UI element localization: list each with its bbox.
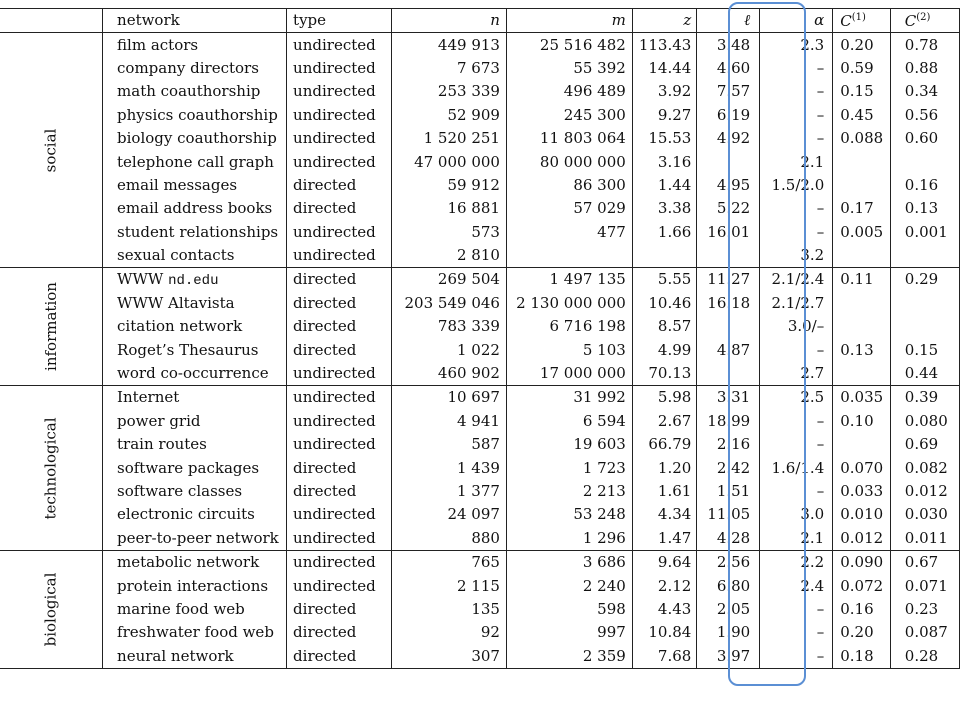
cell-l: 1.51 xyxy=(697,480,760,503)
cell-alpha: – xyxy=(760,197,833,220)
cell-network: metabolic network xyxy=(103,550,287,574)
cell-l: 16.18 xyxy=(697,292,760,315)
table-row xyxy=(0,645,960,669)
table-row xyxy=(0,292,960,315)
cell-c1: 0.070 xyxy=(833,456,891,479)
cell-alpha: 1.6/1.4 xyxy=(760,456,833,479)
cell-type: undirected xyxy=(287,574,392,597)
category-label: social xyxy=(41,128,60,173)
cell-z: 9.64 xyxy=(632,550,697,574)
cell-c2: 0.23 xyxy=(890,598,959,621)
cell-m: 3 686 xyxy=(506,550,632,574)
cell-network: neural network xyxy=(103,645,287,669)
col-header-n: n xyxy=(391,9,506,33)
cell-type: undirected xyxy=(287,386,392,410)
cell-c1 xyxy=(833,244,891,268)
cell-l: 2.56 xyxy=(697,550,760,574)
cell-n: 1 377 xyxy=(391,480,506,503)
cell-l: 6.80 xyxy=(697,574,760,597)
col-header-c2 xyxy=(890,9,959,33)
cell-c2: 0.13 xyxy=(890,197,959,220)
cell-m: 86 300 xyxy=(506,174,632,197)
cell-network: peer-to-peer network xyxy=(103,527,287,551)
cell-c1: 0.012 xyxy=(833,527,891,551)
cell-alpha: – xyxy=(760,80,833,103)
cell-c1: 0.072 xyxy=(833,574,891,597)
cell-type: undirected xyxy=(287,433,392,456)
col-header-l: ℓ xyxy=(697,9,760,33)
cell-l: 2.05 xyxy=(697,598,760,621)
cell-type: directed xyxy=(287,174,392,197)
cell-network: electronic circuits xyxy=(103,503,287,526)
cell-type: undirected xyxy=(287,244,392,268)
cell-c2: 0.39 xyxy=(890,386,959,410)
cell-z: 113.43 xyxy=(632,33,697,57)
table-row xyxy=(0,315,960,338)
cell-c2: 0.60 xyxy=(890,127,959,150)
table-row xyxy=(0,268,960,292)
cell-n: 880 xyxy=(391,527,506,551)
cell-alpha: 2.1/2.7 xyxy=(760,292,833,315)
cell-type: directed xyxy=(287,598,392,621)
cell-alpha: 2.4 xyxy=(760,574,833,597)
cell-z: 1.20 xyxy=(632,456,697,479)
table-row xyxy=(0,104,960,127)
cell-network: train routes xyxy=(103,433,287,456)
cell-c1: 0.090 xyxy=(833,550,891,574)
cell-m: 2 240 xyxy=(506,574,632,597)
cell-c2: 0.080 xyxy=(890,410,959,433)
cell-c1: 0.088 xyxy=(833,127,891,150)
cell-l: 6.19 xyxy=(697,104,760,127)
cell-z: 14.44 xyxy=(632,57,697,80)
cell-alpha: 2.7 xyxy=(760,362,833,386)
cell-m: 17 000 000 xyxy=(506,362,632,386)
cell-m: 5 103 xyxy=(506,338,632,361)
cell-network: software packages xyxy=(103,456,287,479)
table-row xyxy=(0,527,960,551)
cell-type: undirected xyxy=(287,33,392,57)
cell-n: 783 339 xyxy=(391,315,506,338)
c1-sup: (1) xyxy=(851,11,866,23)
cell-type: directed xyxy=(287,621,392,644)
cell-m: 6 594 xyxy=(506,410,632,433)
cell-c1: 0.035 xyxy=(833,386,891,410)
cell-type: directed xyxy=(287,338,392,361)
cell-network: protein interactions xyxy=(103,574,287,597)
cell-c1: 0.20 xyxy=(833,33,891,57)
cell-n: 1 520 251 xyxy=(391,127,506,150)
cell-n: 1 439 xyxy=(391,456,506,479)
cell-n: 92 xyxy=(391,621,506,644)
cell-l xyxy=(697,315,760,338)
table-row xyxy=(0,503,960,526)
cell-m: 6 716 198 xyxy=(506,315,632,338)
network-name: WWW xyxy=(117,269,169,288)
cell-network: telephone call graph xyxy=(103,150,287,173)
cell-l: 2.42 xyxy=(697,456,760,479)
cell-c2 xyxy=(890,292,959,315)
table-row xyxy=(0,480,960,503)
cell-c1: 0.20 xyxy=(833,621,891,644)
table-row xyxy=(0,57,960,80)
cell-c2: 0.56 xyxy=(890,104,959,127)
cell-n: 307 xyxy=(391,645,506,669)
cell-c2: 0.28 xyxy=(890,645,959,669)
cell-alpha: 2.2 xyxy=(760,550,833,574)
cell-c2: 0.030 xyxy=(890,503,959,526)
cell-z: 5.98 xyxy=(632,386,697,410)
cell-type: undirected xyxy=(287,362,392,386)
cell-m: 496 489 xyxy=(506,80,632,103)
cell-network: freshwater food web xyxy=(103,621,287,644)
cell-m: 57 029 xyxy=(506,197,632,220)
cell-l: 11.05 xyxy=(697,503,760,526)
cell-m: 31 992 xyxy=(506,386,632,410)
cell-c1: 0.13 xyxy=(833,338,891,361)
cell-m: 477 xyxy=(506,221,632,244)
cell-l xyxy=(697,362,760,386)
cell-c2: 0.88 xyxy=(890,57,959,80)
cell-n: 573 xyxy=(391,221,506,244)
cell-l xyxy=(697,244,760,268)
cell-alpha: 3.2 xyxy=(760,244,833,268)
cell-alpha: 2.5 xyxy=(760,386,833,410)
category-label: information xyxy=(41,282,60,372)
cell-c2: 0.001 xyxy=(890,221,959,244)
cell-network xyxy=(103,268,287,292)
category-cell xyxy=(0,386,103,551)
cell-c1: 0.16 xyxy=(833,598,891,621)
table-row xyxy=(0,244,960,268)
cell-c1: 0.11 xyxy=(833,268,891,292)
cell-alpha: – xyxy=(760,57,833,80)
cell-m: 245 300 xyxy=(506,104,632,127)
cell-alpha: 2.3 xyxy=(760,33,833,57)
cell-l xyxy=(697,150,760,173)
cell-c1 xyxy=(833,433,891,456)
network-statistics-table xyxy=(0,8,960,669)
table-row xyxy=(0,338,960,361)
cell-l: 3.97 xyxy=(697,645,760,669)
table-row xyxy=(0,433,960,456)
cell-c2: 0.16 xyxy=(890,174,959,197)
table-row xyxy=(0,150,960,173)
cell-m: 2 213 xyxy=(506,480,632,503)
cell-c2 xyxy=(890,244,959,268)
cell-c1: 0.033 xyxy=(833,480,891,503)
cell-n: 24 097 xyxy=(391,503,506,526)
cell-n: 2 115 xyxy=(391,574,506,597)
cell-z xyxy=(632,244,697,268)
cell-z: 2.12 xyxy=(632,574,697,597)
cell-z: 10.84 xyxy=(632,621,697,644)
cell-l: 3.31 xyxy=(697,386,760,410)
col-header-alpha: α xyxy=(760,9,833,33)
cell-m: 80 000 000 xyxy=(506,150,632,173)
cell-alpha: – xyxy=(760,221,833,244)
cell-z: 7.68 xyxy=(632,645,697,669)
cell-type: directed xyxy=(287,456,392,479)
cell-type: undirected xyxy=(287,127,392,150)
col-header-m: m xyxy=(506,9,632,33)
cell-n: 587 xyxy=(391,433,506,456)
cell-alpha: – xyxy=(760,410,833,433)
cell-c1 xyxy=(833,292,891,315)
table-row xyxy=(0,197,960,220)
cell-network: biology coauthorship xyxy=(103,127,287,150)
cell-c2: 0.071 xyxy=(890,574,959,597)
cell-m: 598 xyxy=(506,598,632,621)
cell-l: 4.28 xyxy=(697,527,760,551)
cell-n: 269 504 xyxy=(391,268,506,292)
cell-z: 4.34 xyxy=(632,503,697,526)
table-row xyxy=(0,574,960,597)
cell-c1 xyxy=(833,174,891,197)
cell-m: 19 603 xyxy=(506,433,632,456)
cell-l: 11.27 xyxy=(697,268,760,292)
cell-network: email address books xyxy=(103,197,287,220)
cell-c1: 0.005 xyxy=(833,221,891,244)
cell-l: 4.60 xyxy=(697,57,760,80)
cell-network: sexual contacts xyxy=(103,244,287,268)
category-cell xyxy=(0,268,103,386)
cell-m: 2 359 xyxy=(506,645,632,669)
cell-type: directed xyxy=(287,292,392,315)
col-header-z: z xyxy=(632,9,697,33)
cell-type: undirected xyxy=(287,80,392,103)
cell-type: directed xyxy=(287,480,392,503)
table-row xyxy=(0,221,960,244)
cell-m: 55 392 xyxy=(506,57,632,80)
cell-l: 3.48 xyxy=(697,33,760,57)
table-row xyxy=(0,80,960,103)
cell-c2: 0.34 xyxy=(890,80,959,103)
cell-n: 47 000 000 xyxy=(391,150,506,173)
cell-z: 66.79 xyxy=(632,433,697,456)
cell-network: physics coauthorship xyxy=(103,104,287,127)
cell-m: 11 803 064 xyxy=(506,127,632,150)
cell-z: 4.99 xyxy=(632,338,697,361)
cell-z: 1.61 xyxy=(632,480,697,503)
table-header-row xyxy=(0,9,960,33)
cell-z: 1.47 xyxy=(632,527,697,551)
cell-network: word co-occurrence xyxy=(103,362,287,386)
cell-n: 10 697 xyxy=(391,386,506,410)
table-row xyxy=(0,362,960,386)
cell-c2 xyxy=(890,150,959,173)
cell-network: Roget’s Thesaurus xyxy=(103,338,287,361)
table-row xyxy=(0,550,960,574)
c1-base: C xyxy=(840,11,852,30)
cell-alpha: – xyxy=(760,621,833,644)
cell-type: undirected xyxy=(287,410,392,433)
cell-c2: 0.082 xyxy=(890,456,959,479)
cell-c2: 0.011 xyxy=(890,527,959,551)
cell-l: 2.16 xyxy=(697,433,760,456)
category-label: technological xyxy=(41,417,60,520)
category-cell xyxy=(0,550,103,668)
cell-type: directed xyxy=(287,315,392,338)
table-row xyxy=(0,598,960,621)
cell-l: 4.95 xyxy=(697,174,760,197)
cell-z: 3.92 xyxy=(632,80,697,103)
network-domain: nd.edu xyxy=(168,272,219,289)
category-label: biological xyxy=(41,572,60,647)
table-row xyxy=(0,386,960,410)
cell-z: 10.46 xyxy=(632,292,697,315)
cell-alpha: 2.1 xyxy=(760,527,833,551)
cell-z: 3.16 xyxy=(632,150,697,173)
cell-c2: 0.012 xyxy=(890,480,959,503)
cell-l: 16.01 xyxy=(697,221,760,244)
cell-l: 7.57 xyxy=(697,80,760,103)
cell-z: 4.43 xyxy=(632,598,697,621)
cell-type: undirected xyxy=(287,503,392,526)
cell-c2 xyxy=(890,315,959,338)
cell-network: citation network xyxy=(103,315,287,338)
cell-z: 70.13 xyxy=(632,362,697,386)
cell-network: email messages xyxy=(103,174,287,197)
cell-network: student relationships xyxy=(103,221,287,244)
cell-c1: 0.59 xyxy=(833,57,891,80)
cell-c1: 0.010 xyxy=(833,503,891,526)
cell-m xyxy=(506,244,632,268)
cell-c1: 0.18 xyxy=(833,645,891,669)
cell-n: 765 xyxy=(391,550,506,574)
cell-type: undirected xyxy=(287,57,392,80)
table-row xyxy=(0,456,960,479)
cell-z: 15.53 xyxy=(632,127,697,150)
cell-m: 53 248 xyxy=(506,503,632,526)
cell-network: company directors xyxy=(103,57,287,80)
col-header-type: type xyxy=(287,9,392,33)
cell-alpha: 2.1 xyxy=(760,150,833,173)
cell-alpha: 1.5/2.0 xyxy=(760,174,833,197)
cell-z: 1.66 xyxy=(632,221,697,244)
cell-c1: 0.15 xyxy=(833,80,891,103)
cell-c2: 0.29 xyxy=(890,268,959,292)
cell-c1 xyxy=(833,362,891,386)
cell-m: 2 130 000 000 xyxy=(506,292,632,315)
cell-network: math coauthorship xyxy=(103,80,287,103)
cell-n: 16 881 xyxy=(391,197,506,220)
cell-m: 25 516 482 xyxy=(506,33,632,57)
cell-l: 4.87 xyxy=(697,338,760,361)
cell-c2: 0.087 xyxy=(890,621,959,644)
cell-c1: 0.10 xyxy=(833,410,891,433)
cell-type: undirected xyxy=(287,550,392,574)
cell-n: 2 810 xyxy=(391,244,506,268)
cell-l: 4.92 xyxy=(697,127,760,150)
cell-l: 5.22 xyxy=(697,197,760,220)
cell-c2: 0.15 xyxy=(890,338,959,361)
cell-alpha: – xyxy=(760,598,833,621)
cell-c1: 0.17 xyxy=(833,197,891,220)
cell-network: WWW Altavista xyxy=(103,292,287,315)
col-header-c1 xyxy=(833,9,891,33)
cell-z: 2.67 xyxy=(632,410,697,433)
cell-m: 1 296 xyxy=(506,527,632,551)
cell-type: directed xyxy=(287,268,392,292)
cell-alpha: – xyxy=(760,433,833,456)
cell-type: undirected xyxy=(287,527,392,551)
cell-c2: 0.78 xyxy=(890,33,959,57)
cell-alpha: – xyxy=(760,104,833,127)
cell-type: directed xyxy=(287,197,392,220)
cell-n: 449 913 xyxy=(391,33,506,57)
table-row xyxy=(0,127,960,150)
cell-z: 3.38 xyxy=(632,197,697,220)
cell-alpha: – xyxy=(760,480,833,503)
cell-m: 997 xyxy=(506,621,632,644)
cell-c2: 0.69 xyxy=(890,433,959,456)
cell-type: directed xyxy=(287,645,392,669)
cell-l: 1.90 xyxy=(697,621,760,644)
c2-sup: (2) xyxy=(916,11,931,23)
cell-type: undirected xyxy=(287,104,392,127)
cell-l: 18.99 xyxy=(697,410,760,433)
cell-n: 7 673 xyxy=(391,57,506,80)
cell-network: power grid xyxy=(103,410,287,433)
cell-alpha: 3.0 xyxy=(760,503,833,526)
cell-n: 4 941 xyxy=(391,410,506,433)
cell-n: 52 909 xyxy=(391,104,506,127)
cell-c2: 0.44 xyxy=(890,362,959,386)
cell-n: 135 xyxy=(391,598,506,621)
cell-z: 5.55 xyxy=(632,268,697,292)
cell-network: marine food web xyxy=(103,598,287,621)
table-row xyxy=(0,410,960,433)
cell-alpha: 2.1/2.4 xyxy=(760,268,833,292)
cell-c1: 0.45 xyxy=(833,104,891,127)
table-row xyxy=(0,174,960,197)
cell-n: 460 902 xyxy=(391,362,506,386)
cell-m: 1 497 135 xyxy=(506,268,632,292)
cell-z: 8.57 xyxy=(632,315,697,338)
cell-type: undirected xyxy=(287,221,392,244)
cell-alpha: – xyxy=(760,645,833,669)
cell-type: undirected xyxy=(287,150,392,173)
table-body xyxy=(0,33,960,669)
category-cell xyxy=(0,33,103,268)
cell-c1 xyxy=(833,315,891,338)
cell-c1 xyxy=(833,150,891,173)
cell-alpha: – xyxy=(760,338,833,361)
cell-n: 1 022 xyxy=(391,338,506,361)
cell-network: Internet xyxy=(103,386,287,410)
cell-alpha: – xyxy=(760,127,833,150)
col-header-network: network xyxy=(103,9,287,33)
category-header xyxy=(0,9,103,33)
cell-n: 59 912 xyxy=(391,174,506,197)
cell-network: software classes xyxy=(103,480,287,503)
table-row xyxy=(0,621,960,644)
cell-m: 1 723 xyxy=(506,456,632,479)
c2-base: C xyxy=(904,11,917,30)
table-row xyxy=(0,33,960,57)
cell-c2: 0.67 xyxy=(890,550,959,574)
cell-n: 203 549 046 xyxy=(391,292,506,315)
cell-alpha: 3.0/– xyxy=(760,315,833,338)
cell-z: 9.27 xyxy=(632,104,697,127)
cell-n: 253 339 xyxy=(391,80,506,103)
cell-network: film actors xyxy=(103,33,287,57)
cell-z: 1.44 xyxy=(632,174,697,197)
